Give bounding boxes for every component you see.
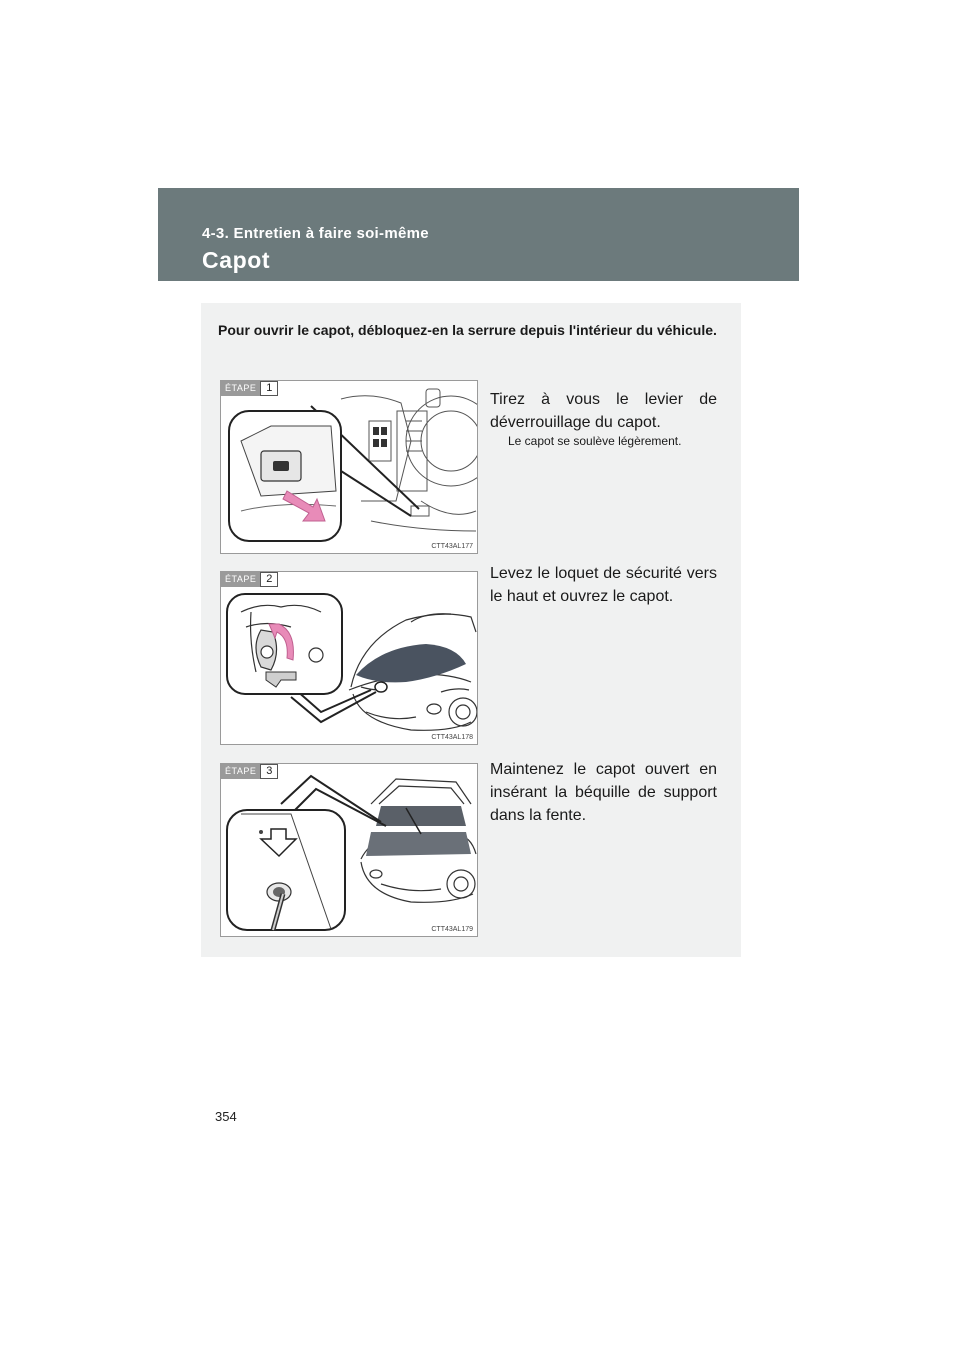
figure-code: CTT43AL177: [431, 543, 473, 550]
step-label: ÉTAPE: [221, 381, 260, 396]
page-title: Capot: [202, 247, 271, 273]
intro-text: Pour ouvrir le capot, débloquez-en la serrure depuis l'intérieur du véhicule.: [218, 322, 717, 338]
step-badge: [221, 572, 278, 587]
step-label: ÉTAPE: [221, 764, 260, 779]
figure-step-1: [220, 380, 478, 554]
step-number: 1: [260, 381, 278, 396]
content-panel: [201, 303, 741, 957]
step-2-text: Levez le loquet de sécurité vers le haut et ouvrez le capot.: [490, 565, 717, 605]
step-1-text: Tirez à vous le levier de déverrouillage du capot.: [490, 391, 717, 431]
safety-catch-illustration: [221, 572, 477, 744]
step-number: 3: [260, 764, 278, 779]
figure-code: CTT43AL178: [431, 734, 473, 741]
hood-support-rod-illustration: [221, 764, 477, 936]
step-label: ÉTAPE: [221, 572, 260, 587]
section-label: 4-3. Entretien à faire soi-même: [202, 225, 429, 242]
figure-step-3: [220, 763, 478, 937]
step-number: 2: [260, 572, 278, 587]
page-number: 354: [215, 1109, 237, 1124]
step-badge: [221, 764, 278, 779]
hood-release-lever-illustration: [221, 381, 477, 553]
step-3-text: Maintenez le capot ouvert en insérant la béquille de support dans la fente.: [490, 761, 717, 824]
step-1-note: Le capot se soulève légèrement.: [508, 434, 682, 448]
figure-step-2: [220, 571, 478, 745]
section-header: [158, 188, 799, 281]
step-badge: [221, 381, 278, 396]
figure-code: CTT43AL179: [431, 926, 473, 933]
